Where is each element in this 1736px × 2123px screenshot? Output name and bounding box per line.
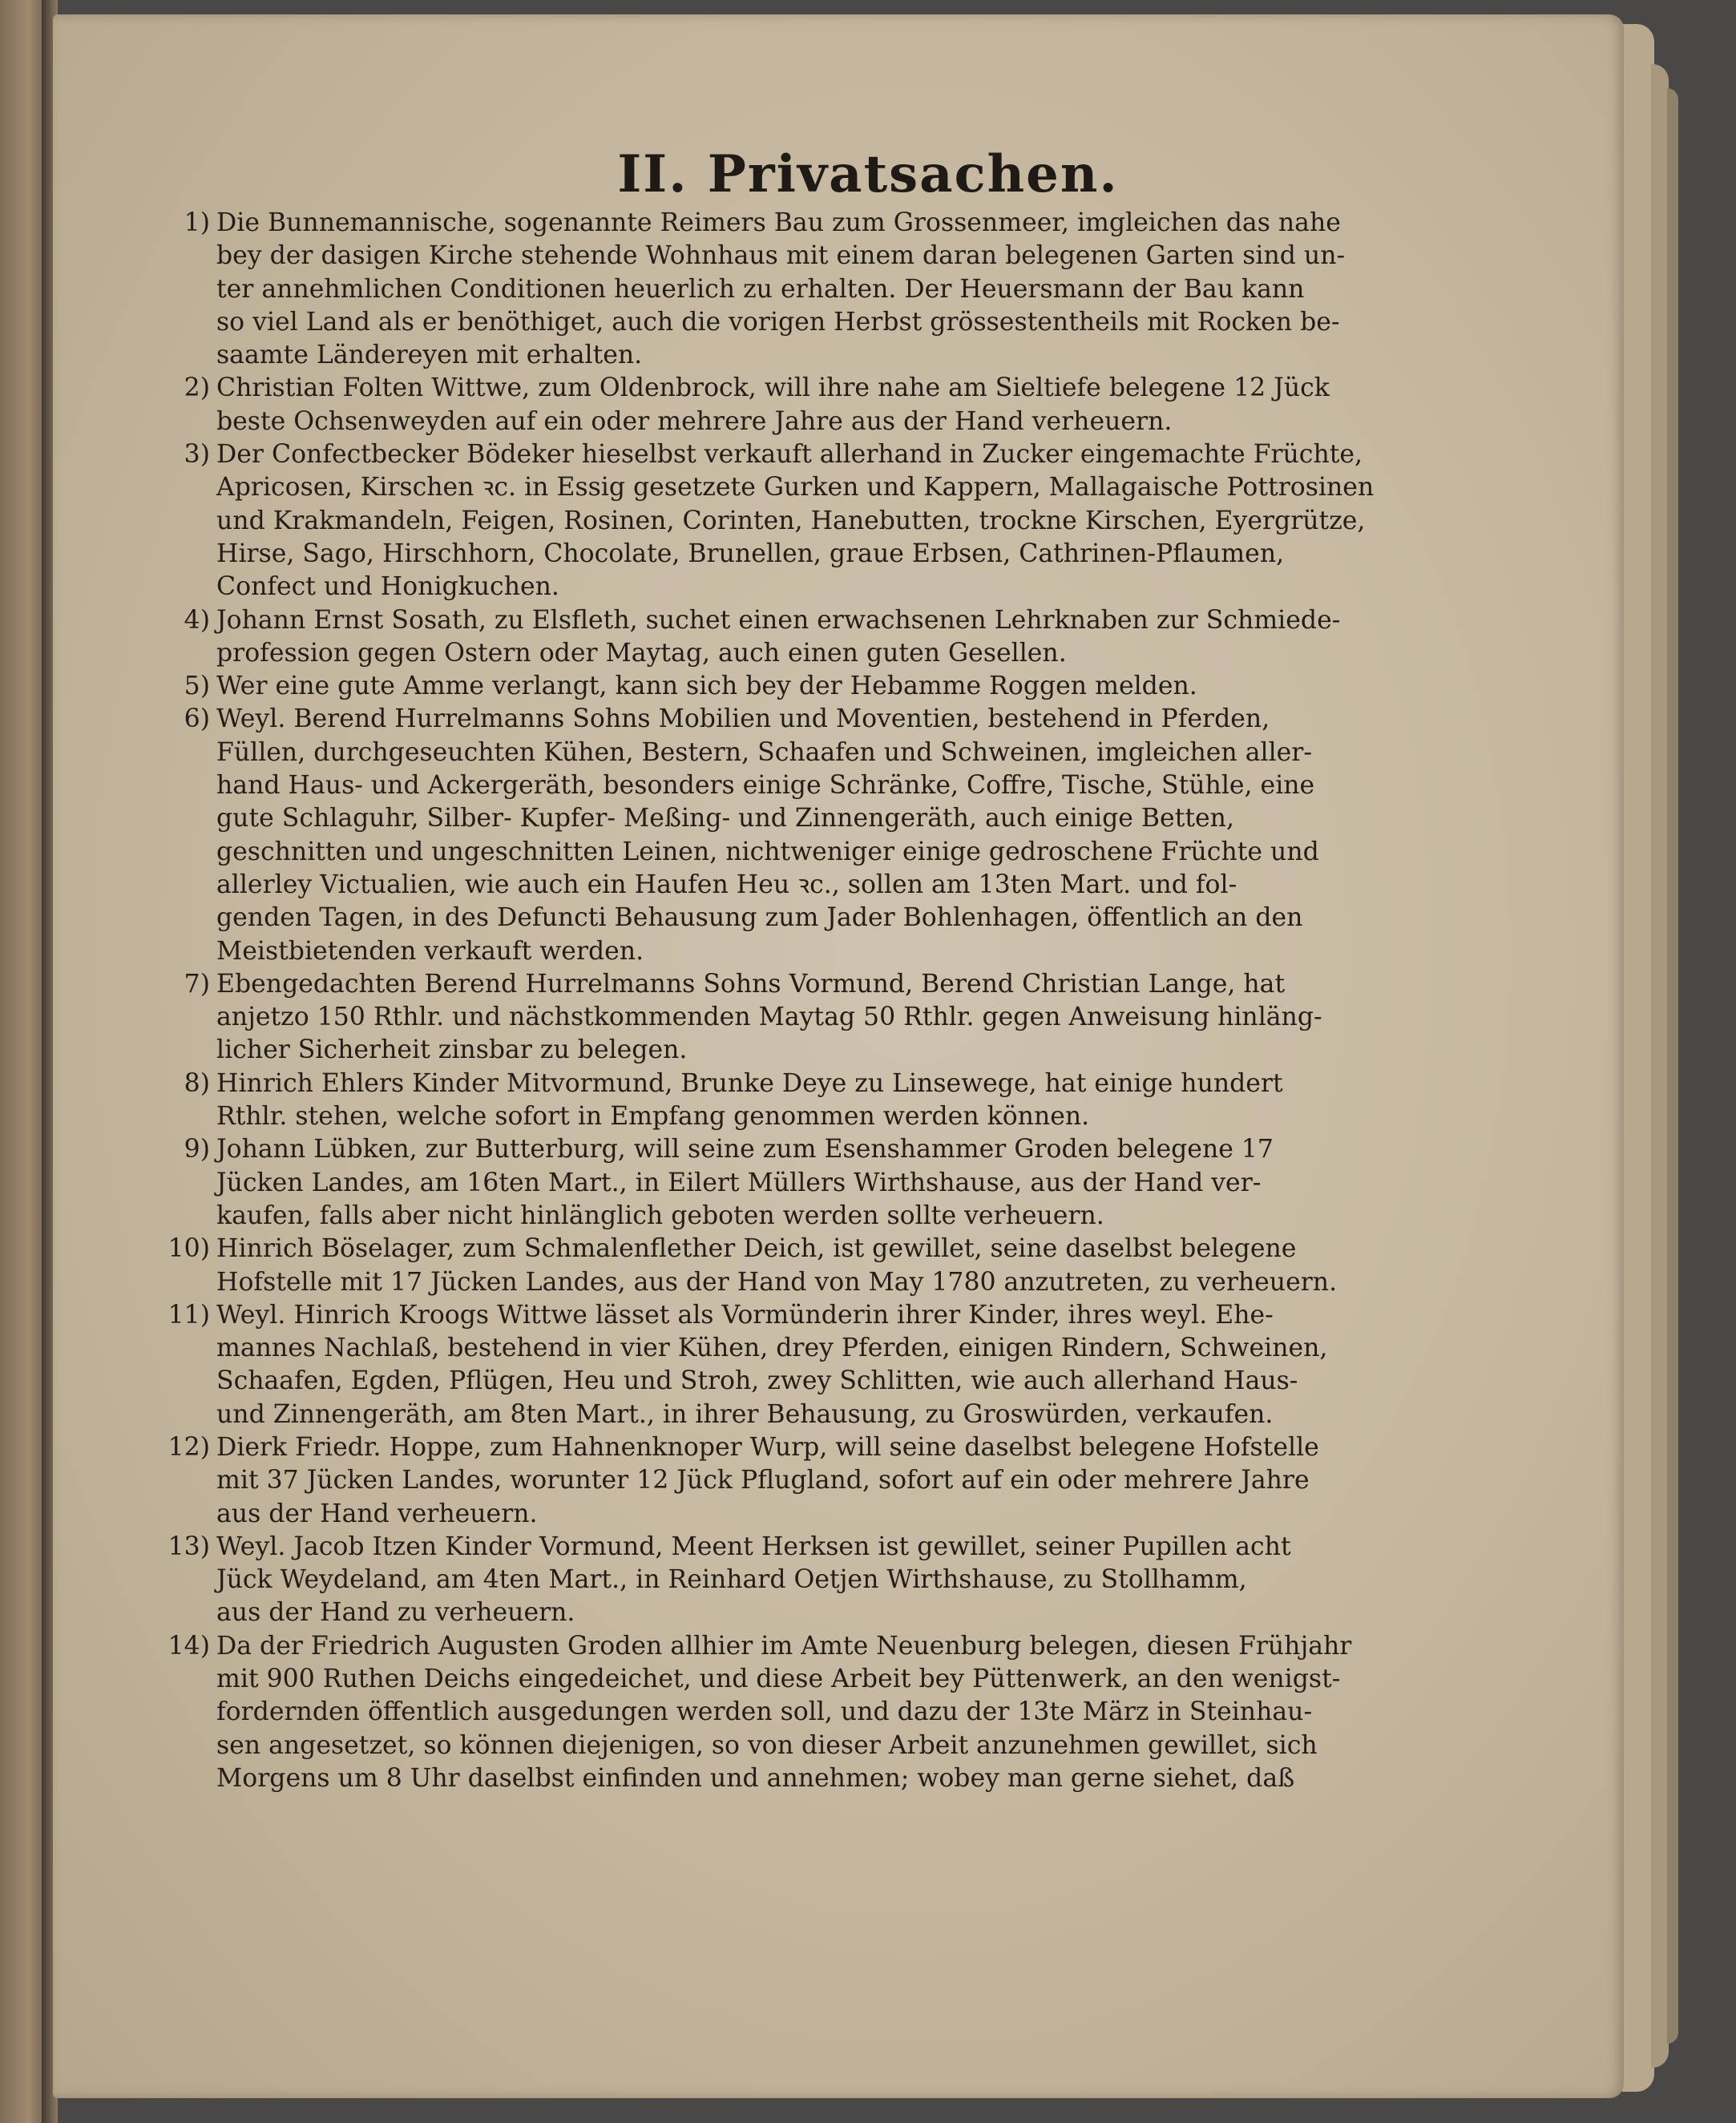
entry-text-line: aus der Hand zu verheuern. <box>216 1598 575 1628</box>
announcement-entry <box>184 372 1379 438</box>
entry-text-line: fordernden öffentlich ausgedungen werden soll, und dazu der 13te März in Steinhau- <box>216 1697 1313 1727</box>
left-page-edge <box>0 0 48 2123</box>
entry-text-line: hand Haus- und Ackergeräth, besonders einige Schränke, Coffre, Tische, Stühle, eine <box>216 771 1315 801</box>
entry-number: 2) <box>184 373 210 403</box>
announcement-entry <box>168 1531 1379 1630</box>
section-heading: II. Privatsachen. <box>617 144 1119 204</box>
announcement-entry <box>168 1299 1379 1431</box>
entry-text-line: Wer eine gute Amme verlangt, kann sich bey der Hebamme Roggen melden. <box>216 672 1197 701</box>
entry-text-line: Dierk Friedr. Hoppe, zum Hahnenknoper Wurp, will seine daselbst belegene Hofstelle <box>216 1432 1319 1462</box>
announcement-entry <box>184 1133 1379 1233</box>
entry-text-line: Weyl. Berend Hurrelmanns Sohns Mobilien und Moventien, bestehend in Pferden, <box>216 704 1270 734</box>
entry-text-line: Ebengedachten Berend Hurrelmanns Sohns Vormund, Berend Christian Lange, hat <box>216 969 1286 999</box>
entry-text-line: Jücken Landes, am 16ten Mart., in Eilert Müllers Wirthshause, aus der Hand ver- <box>216 1168 1262 1197</box>
entry-text-line: Jück Weydeland, am 4ten Mart., in Reinhard Oetjen Wirthshause, zu Stollhamm, <box>216 1565 1247 1595</box>
announcements-list <box>168 207 1379 1795</box>
entry-text-line: Johann Ernst Sosath, zu Elsfleth, suchet einen erwachsenen Lehrknaben zur Schmiede- <box>216 605 1341 635</box>
entry-text-line: genden Tagen, in des Defuncti Behausung zum Jader Bohlenhagen, öffentlich an den <box>216 903 1303 933</box>
entry-text-line: ter annehmlichen Conditionen heuerlich zu erhalten. Der Heuersmann der Bau kann <box>216 274 1305 304</box>
entry-text-line: so viel Land als er benöthiget, auch die vorigen Herbst grössestentheils mit Rocken be- <box>216 307 1340 337</box>
entry-number: 14) <box>168 1631 210 1661</box>
entry-text-line: und Krakmandeln, Feigen, Rosinen, Corinten, Hanebutten, trockne Kirschen, Eyergrütze, <box>216 506 1366 535</box>
entry-text-line: mit 37 Jücken Landes, worunter 12 Jück Pflugland, sofort auf ein oder mehrere Jahre <box>216 1466 1310 1495</box>
entry-text-line: Christian Folten Wittwe, zum Oldenbrock, will ihre nahe am Sieltiefe belegene 12 Jück <box>216 373 1330 403</box>
entry-text-line: profession gegen Ostern oder Maytag, auch einen guten Gesellen. <box>216 638 1067 668</box>
page-edge-stack <box>1651 64 1669 2068</box>
entry-number: 12) <box>168 1432 210 1462</box>
entry-text-line: Weyl. Jacob Itzen Kinder Vormund, Meent Herksen ist gewillet, seiner Pupillen acht <box>216 1532 1291 1561</box>
announcement-entry <box>184 207 1379 372</box>
entry-text-line: Confect und Honigkuchen. <box>216 572 559 602</box>
entry-text-line: Hinrich Böselager, zum Schmalenflether Deich, ist gewillet, seine daselbst belegene <box>216 1234 1297 1264</box>
announcement-entry <box>184 604 1379 671</box>
entry-text-line: beste Ochsenweyden auf ein oder mehrere Jahre aus der Hand verheuern. <box>216 406 1173 436</box>
entry-text-line: Hofstelle mit 17 Jücken Landes, aus der Hand von May 1780 anzutreten, zu verheuern. <box>216 1267 1338 1297</box>
announcement-entry <box>184 670 1379 703</box>
entry-number: 1) <box>184 208 210 237</box>
entry-text-line: Rthlr. stehen, welche sofort in Empfang genommen werden können. <box>216 1102 1090 1132</box>
entry-text-line: Da der Friedrich Augusten Groden allhier im Amte Neuenburg belegen, diesen Frühjahr <box>216 1631 1352 1661</box>
announcement-entry <box>184 1068 1379 1134</box>
announcement-entry <box>168 1233 1379 1299</box>
announcement-entry <box>184 703 1379 967</box>
entry-text-line: Füllen, durchgeseuchten Kühen, Bestern, Schaafen und Schweinen, imgleichen aller- <box>216 737 1313 767</box>
entry-text-line: Hirse, Sago, Hirschhorn, Chocolate, Brunellen, graue Erbsen, Cathrinen-Pflaumen, <box>216 539 1285 568</box>
entry-text-line: licher Sicherheit zinsbar zu belegen. <box>216 1035 688 1065</box>
entry-number: 9) <box>184 1135 210 1164</box>
entry-text-line: Hinrich Ehlers Kinder Mitvormund, Brunke Deye zu Linsewege, hat einige hundert <box>216 1068 1283 1098</box>
entry-text-line: allerley Victualien, wie auch ein Haufen Heu ꝛc., sollen am 13ten Mart. und fol- <box>216 870 1237 899</box>
entry-number: 7) <box>184 969 210 999</box>
page-edge-stack <box>1622 24 1654 2092</box>
entry-number: 10) <box>168 1234 210 1264</box>
entry-text-line: und Zinnengeräth, am 8ten Mart., in ihrer Behausung, zu Groswürden, verkaufen. <box>216 1399 1274 1429</box>
entry-text-line: Meistbietenden verkauft werden. <box>216 936 644 966</box>
announcement-entry <box>184 438 1379 603</box>
entry-number: 6) <box>184 704 210 734</box>
announcement-entry <box>168 1431 1379 1531</box>
entry-number: 8) <box>184 1068 210 1098</box>
entry-text-line: kaufen, falls aber nicht hinlänglich geboten werden sollte verheuern. <box>216 1201 1104 1230</box>
entry-text-line: Schaafen, Egden, Pflügen, Heu und Stroh, zwey Schlitten, wie auch allerhand Haus- <box>216 1366 1298 1396</box>
entry-text-line: geschnitten und ungeschnitten Leinen, nichtweniger einige gedroschene Früchte und <box>216 837 1319 866</box>
entry-number: 13) <box>168 1532 210 1561</box>
entry-number: 5) <box>184 672 210 701</box>
announcement-entry <box>184 968 1379 1068</box>
entry-text-line: gute Schlaguhr, Silber- Kupfer- Meßing- und Zinnengeräth, auch einige Betten, <box>216 804 1234 833</box>
entry-text-line: mit 900 Ruthen Deichs eingedeichet, und diese Arbeit bey Püttenwerk, an den wenigst- <box>216 1665 1341 1694</box>
entry-number: 11) <box>168 1300 210 1330</box>
entry-number: 4) <box>184 605 210 635</box>
announcement-entry <box>168 1630 1379 1795</box>
entry-text-line: Apricosen, Kirschen ꝛc. in Essig gesetzete Gurken und Kappern, Mallagaische Pottrosinen <box>216 473 1375 502</box>
entry-text-line: bey der dasigen Kirche stehende Wohnhaus mit einem daran belegenen Garten sind un- <box>216 241 1346 271</box>
entry-number: 3) <box>184 440 210 470</box>
entry-text-line: Morgens um 8 Uhr daselbst einfinden und annehmen; wobey man gerne siehet, daß <box>216 1763 1295 1793</box>
entry-text-line: Weyl. Hinrich Kroogs Wittwe lässet als Vormünderin ihrer Kinder, ihres weyl. Ehe- <box>216 1300 1274 1330</box>
entry-text-line: Die Bunnemannische, sogenannte Reimers Bau zum Grossenmeer, imgleichen das nahe <box>216 208 1341 237</box>
entry-text-line: Johann Lübken, zur Butterburg, will seine zum Esenshammer Groden belegene 17 <box>216 1135 1274 1164</box>
entry-text-line: Der Confectbecker Bödeker hieselbst verkauft allerhand in Zucker eingemachte Früchte, <box>216 440 1363 470</box>
page-edge-stack <box>1667 88 1678 2044</box>
entry-text-line: aus der Hand verheuern. <box>216 1499 538 1528</box>
entry-text-line: saamte Ländereyen mit erhalten. <box>216 341 643 370</box>
entry-text-line: anjetzo 150 Rthlr. und nächstkommenden Maytag 50 Rthlr. gegen Anweisung hinläng- <box>216 1003 1322 1032</box>
entry-text-line: sen angesetzet, so können diejenigen, so von dieser Arbeit anzunehmen gewillet, sich <box>216 1730 1318 1760</box>
entry-text-line: mannes Nachlaß, bestehend in vier Kühen, drey Pferden, einigen Rindern, Schweinen, <box>216 1334 1328 1363</box>
